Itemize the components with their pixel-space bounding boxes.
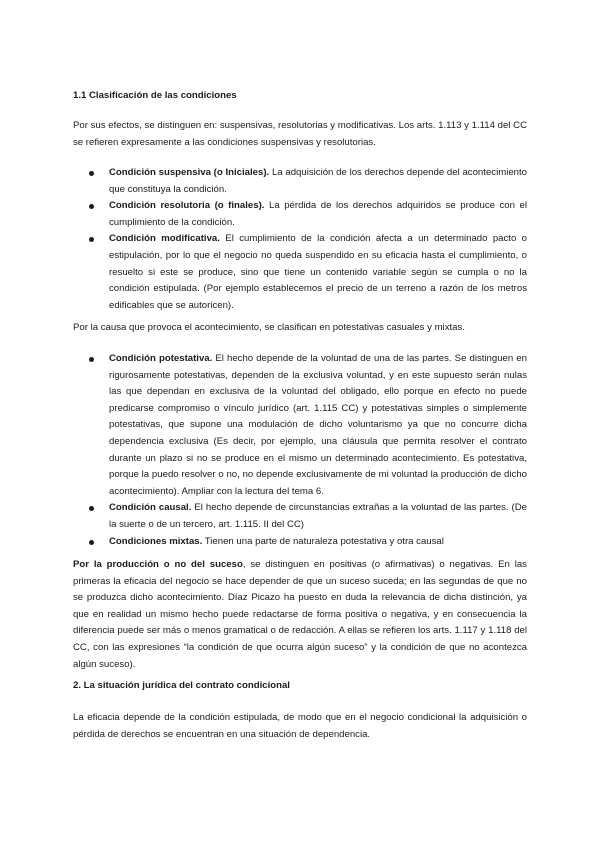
bullet-icon: [89, 204, 94, 209]
bullet-icon: [89, 506, 94, 511]
bullet-icon: [89, 237, 94, 242]
desc-potestativa: El hecho depende de la voluntad de una de las partes. Se distinguen en rigurosamente potestativas, dependen de la exclusiva voluntad, y en este supuesto serán nulas las que dependan en exclusiva de la voluntad del obligado, ello porque en efecto no puede predicarse compromiso o vínculo jurídico (art. 1.115 CC) y potestativas simples o simplemente potestativas, que supone una modulación de dicho voluntarismo ya que no concurre dicha dependencia exclusiva (Es decir, por ejemplo, una cláusula que permita resolver el contrato durante un plazo si no se produce en el mismo un determinado acontecimiento. Es potestativa, porque la puedo resolver o no, no depende exclusivamente de mi voluntad la producción de dicho acontecimiento). Ampliar con la lectura del tema 6.: [109, 353, 527, 497]
list-item-resolutoria: [73, 198, 527, 231]
list-item-potestativa: [73, 351, 527, 500]
production-text: , se distinguen en positivas (o afirmativas) o negativas. En las primeras la eficacia del negocio se hace depender de que un suceso suceda; en las segundas de que no se produzca dicho acontecimiento. Díaz Picazo ha puesto en duda la relevancia de dicha distinción, ya que en realidad un mismo hecho puede redactarse de forma positiva o negativa, y en consecuencia la diferencia puede ser más o menos gramatical o de redacción. A ellas se refieren los arts. 1.117 y 1.118 del CC, con las expresiones “la condición de que ocurra algún suceso” y la condición de que no acontezca algún suceso).: [73, 559, 527, 670]
desc-causal: El hecho depende de circunstancias extrañas a la voluntad de las partes. (De la suerte o de un tercero, art. 1.115. II del CC): [109, 502, 527, 530]
list-item-causal: [73, 500, 527, 533]
effects-intro-paragraph: Por sus efectos, se distinguen en: suspensivas, resolutorias y modificativas. Los arts. 1.113 y 1.114 del CC se refieren expresamente a las condiciones suspensivas y resolutorias.: [73, 120, 527, 148]
list-item-modificativa: [73, 231, 527, 314]
term-mixtas: Condiciones mixtas.: [109, 535, 203, 547]
section-heading-situacion-juridica: 2. La situación jurídica del contrato condicional: [73, 680, 290, 691]
desc-suspensiva: La adquisición de los derechos depende del acontecimiento que constituya la condición.: [109, 167, 527, 195]
cause-intro-paragraph: Por la causa que provoca el acontecimiento, se clasifican en potestativas casuales y mixtas.: [73, 322, 465, 333]
term-causal: Condición causal.: [109, 502, 192, 514]
bullet-icon: [89, 357, 94, 362]
bullet-icon: [89, 171, 94, 176]
list-item-mixtas: [73, 534, 527, 551]
desc-mixtas: Tienen una parte de naturaleza potestativa y otra causal: [202, 535, 444, 547]
term-modificativa: Condición modificativa.: [109, 233, 220, 245]
desc-modificativa: El cumplimiento de la condición afecta a un determinado pacto o estipulación, por lo que el negocio no queda suspendido en su eficacia hasta el cumplimiento, o resuelto si este se produce, sino que tiene un contenido variable según se cumpla o no la condición estipulada. (Por ejemplo establecemos el precio de un terreno a razón de los metros edificables que se autoricen).: [109, 233, 527, 311]
term-resolutoria: Condición resolutoria (o finales).: [109, 200, 265, 212]
section-heading-clasificacion: 1.1 Clasificación de las condiciones: [73, 90, 237, 101]
term-potestativa: Condición potestativa.: [109, 353, 213, 364]
bullet-icon: [89, 540, 94, 545]
production-paragraph: [73, 557, 527, 673]
term-suspensiva: Condición suspensiva (o Iniciales).: [109, 167, 270, 178]
production-term: Por la producción o no del suceso: [73, 559, 243, 570]
effects-list: [73, 165, 527, 314]
desc-resolutoria: La pérdida de los derechos adquiridos se produce con el cumplimiento de la condición.: [109, 200, 527, 228]
list-item-suspensiva: [73, 165, 527, 198]
situacion-body-paragraph: La eficacia depende de la condición estipulada, de modo que en el negocio condicional la adquisición o pérdida de derechos se encuentran en una situación de dependencia.: [73, 712, 527, 740]
cause-list: [73, 351, 527, 550]
